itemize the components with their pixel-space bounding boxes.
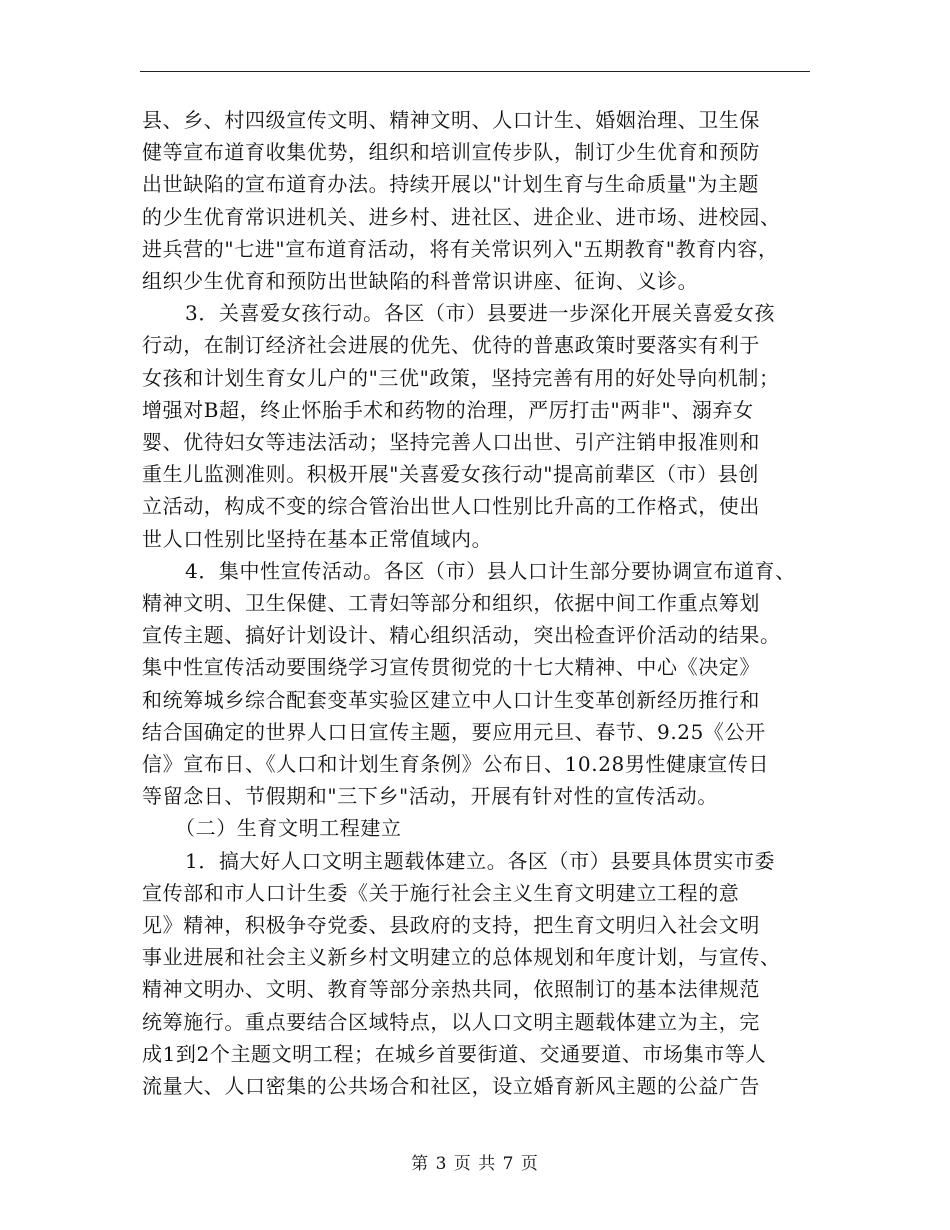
text-line: 行动，在制订经济社会进展的优先、优待的普惠政策时要落实有利于	[142, 333, 760, 358]
text-line: 的少生优育常识进机关、进乡村、进社区、进企业、进市场、进校园、	[142, 204, 781, 229]
text-line: 婴、优待妇女等违法活动；坚持完善人口出世、引产注销申报准则和	[142, 430, 760, 454]
text-line: 事业进展和社会主义新乡村文明建立的总体规划和年度计划，与宣传、	[142, 945, 781, 970]
text-line: 宣传部和市人口计生委《关于施行社会主义生育文明建立工程的意	[142, 880, 740, 905]
text-line: 世人口性别比坚持在基本正常值域内。	[142, 526, 493, 551]
text-line: 结合国确定的世界人口日宣传主题，要应用元旦、春节、9.25《公开	[142, 719, 766, 744]
text-line: 县、乡、村四级宣传文明、精神文明、人口计生、婚姻治理、卫生保	[142, 108, 760, 132]
text-line: 统筹施行。重点要结合区域特点，以人口文明主题载体建立为主，完	[142, 1009, 760, 1034]
text-line: 精神文明、卫生保健、工青妇等部分和组织，依据中间工作重点筹划	[142, 591, 760, 615]
text-line: 流量大、人口密集的公共场合和社区，设立婚育新风主题的公益广告	[142, 1074, 760, 1098]
page-number: 第 3 页 共 7 页	[411, 1154, 539, 1174]
text-line: 精神文明办、文明、教育等部分亲热共同，依照制订的基本法律规范	[142, 977, 760, 1002]
text-line: 3．关喜爱女孩行动。各区（市）县要进一步深化开展关喜爱女孩	[185, 301, 776, 326]
text-line: 立活动，构成不变的综合管治出世人口性别比升高的工作格式，使出	[142, 494, 760, 519]
text-line: 宣传主题、搞好计划设计、精心组织活动，突出检查评价活动的结果。	[142, 623, 781, 648]
text-line: 进兵营的"七进"宣布道育活动，将有关常识列入"五期教育"教育内容，	[142, 236, 779, 261]
text-line: 重生儿监测准则。积极开展"关喜爱女孩行动"提高前辈区（市）县创	[142, 462, 759, 487]
text-line: 女孩和计划生育女儿户的"三优"政策，坚持完善有用的好处导向机制；	[142, 365, 780, 390]
text-line: 增强对B超，终止怀胎手术和药物的治理，严厉打击"两非"、溺弃女	[142, 397, 754, 422]
text-line: （二）生育文明工程建立	[175, 816, 402, 841]
text-line: 信》宣布日、《人口和计划生育条例》公布日、10.28男性健康宣传日	[142, 752, 770, 776]
text-line: 4．集中性宣传活动。各区（市）县人口计生部分要协调宣布道育、	[185, 558, 796, 583]
header-rule	[140, 71, 810, 72]
text-line: 和统筹城乡综合配套变革实验区建立中人口计生变革创新经历推行和	[142, 687, 760, 712]
text-line: 集中性宣传活动要围绕学习宣传贯彻党的十七大精神、中心《决定》	[142, 655, 760, 680]
text-line: 出世缺陷的宣布道育办法。持续开展以"计划生育与生命质量"为主题	[142, 172, 759, 197]
text-line: 健等宣布道育收集优势，组织和培训宣传步队，制订少生优育和预防	[142, 140, 760, 165]
text-line: 见》精神，积极争夺党委、县政府的支持，把生育文明归入社会文明	[142, 913, 760, 937]
text-line: 1．搞大好人口文明主题载体建立。各区（市）县要具体贯实市委	[185, 848, 776, 873]
text-line: 成1到2个主题文明工程；在城乡首要街道、交通要道、市场集市等人	[142, 1041, 767, 1066]
text-line: 组织少生优育和预防出世缺陷的科普常识讲座、征询、义诊。	[142, 269, 699, 293]
text-line: 等留念日、节假期和"三下乡"活动，开展有针对性的宣传活动。	[142, 784, 718, 809]
